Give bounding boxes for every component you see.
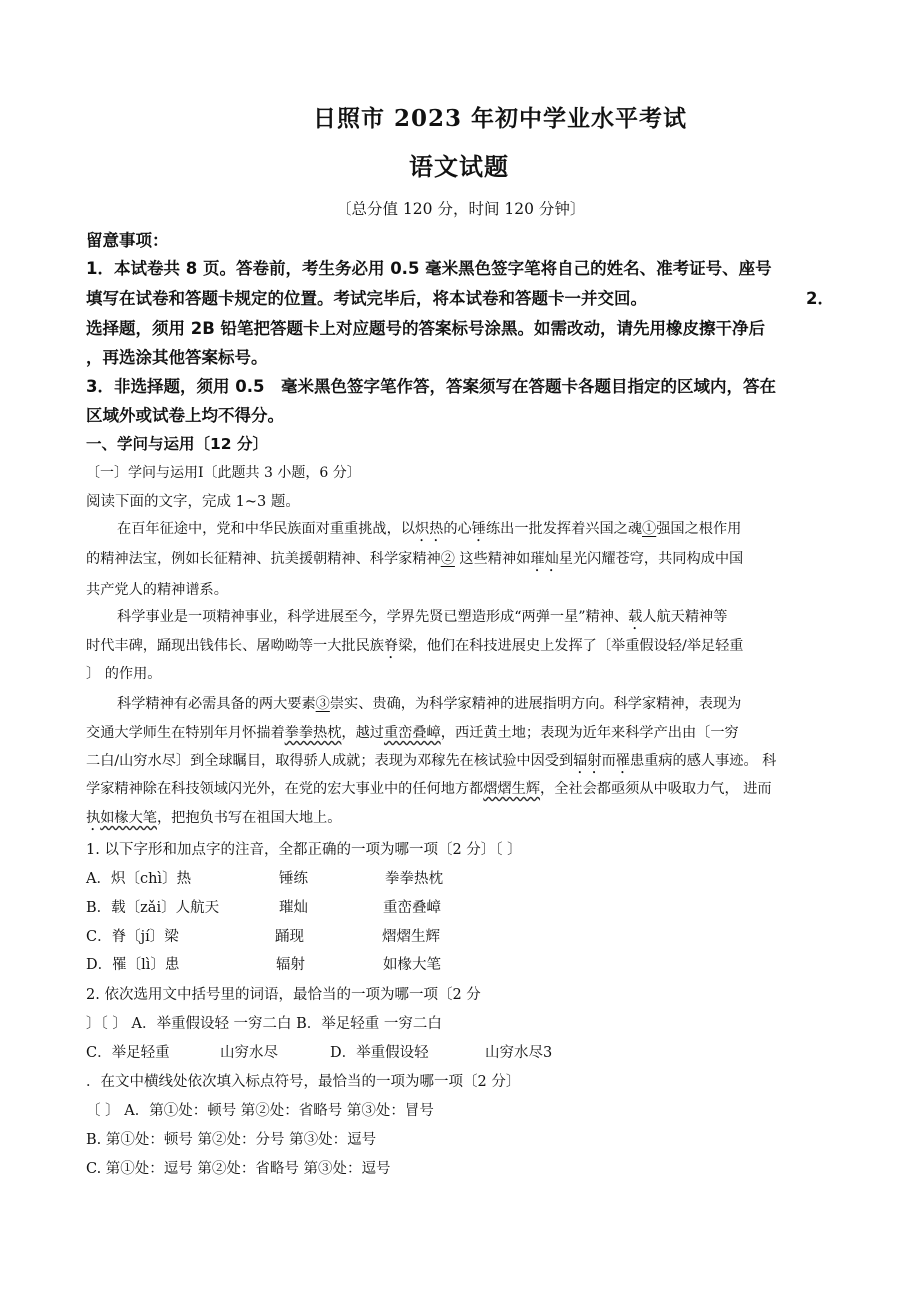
passage-p1-line3: 共产党人的精神谱系。 — [86, 582, 228, 598]
text: 交通大学师生在特别年月怀揣着 — [86, 725, 285, 741]
part-heading: 〔一〕学问与运用Ⅰ〔此题共 3 小题，6 分〕 — [86, 465, 361, 481]
text: 这些精神如 — [459, 551, 531, 567]
option-label: D．罹〔lì〕患 — [86, 957, 180, 973]
text: 而 — [601, 753, 616, 769]
option-word: 山穷水尽 — [220, 1045, 278, 1061]
option-word: 锤练 — [279, 871, 308, 887]
text: 练出一批发挥着兴国之魂 — [485, 521, 643, 537]
option-label: B．载〔zǎi〕人航天 — [86, 900, 220, 916]
wavy-word: 拳拳热枕 — [284, 725, 342, 741]
text: ，西迁黄土地；表现为近年来科学产出由〔一穷 — [440, 725, 739, 741]
subject-title: 语文试题 — [409, 152, 509, 181]
option-word: 拳拳热枕 — [385, 871, 443, 887]
note-line: 3．非选择题，须用 0.5 毫米黑色签字笔作答，答案须写在答题卡各题目指定的区域内，答在 — [86, 377, 776, 396]
dotted-word: 辐射 — [573, 753, 602, 769]
q1-stem: 1. 以下字形和加点字的注音，全都正确的一项为哪一项〔2 分〕〔 〕 — [86, 842, 522, 858]
note-line: 区域外或试卷上均不得分。 — [86, 406, 284, 425]
note-line: 1．本试卷共 8 页。答卷前，考生务必用 0.5 毫米黑色签字笔将自己的姓名、准考证号、座号 — [86, 259, 772, 278]
wavy-word: 如椽大笔 — [100, 810, 157, 826]
option-label: A．炽〔chì〕热 — [86, 871, 192, 887]
exam-title: 日照市 2023 年初中学业水平考试 — [313, 105, 688, 132]
text: 的心 — [443, 521, 472, 537]
option-word: 踊现 — [275, 929, 304, 945]
blank-3: ③ — [315, 696, 330, 712]
text: 梁，他们在科技进展史上发挥了〔举重假设轻/举足轻重 — [398, 638, 744, 654]
note-line: ，再选涂其他答案标号。 — [86, 348, 268, 367]
text: 崇实、贵确，为科学家精神的进展指明方向。科学家精神，表现为 — [329, 696, 742, 712]
passage-p2-line3: 〕 的作用。 — [86, 666, 162, 682]
q3-stem: ．在文中横线处依次填入标点符号，最恰当的一项为哪一项〔2 分〕 — [86, 1074, 521, 1090]
q3-option: B. 第①处：顿号 第②处：分号 第③处：逗号 — [86, 1132, 377, 1148]
text: 星光闪耀苍穹，共同构成中国 — [558, 551, 744, 567]
text: 强国之根作用 — [656, 521, 742, 537]
note-line: 选择题，须用 2B 铅笔把答题卡上对应题号的答案标号涂黑。如需改动，请先用橡皮擦干净后 — [86, 319, 766, 338]
instruction: 阅读下面的文字，完成 1~3 题。 — [86, 494, 300, 510]
passage-p3-line4 — [86, 778, 772, 798]
text: 二白/山穷水尽〕到全球瞩目，取得骄人成就；表现为邓稼先在核试验中因受到 — [86, 753, 574, 769]
passage-p3-line3 — [86, 750, 776, 777]
text: ，越过 — [341, 725, 384, 741]
note-line: 填写在试卷和答题卡规定的位置。考试完毕后，将本试卷和答题卡一并交回。 — [86, 289, 647, 308]
dotted-word: 执 — [86, 810, 101, 826]
wavy-word: 熠熠生辉 — [483, 781, 541, 797]
blank-2: ② — [440, 551, 455, 567]
passage-p2-line1 — [117, 606, 727, 633]
dotted-word: 炽热 — [414, 521, 444, 537]
passage-p1-line1 — [117, 518, 741, 545]
text: ，全社会都亟须从中吸取力气， 进而 — [540, 781, 772, 797]
passage-p1-line2 — [86, 548, 743, 575]
text: 人航天精神等 — [642, 609, 728, 625]
q3-option: 〔 〕 A．第①处：顿号 第②处：省略号 第③处：冒号 — [86, 1103, 434, 1119]
option-label: D．举重假设轻 — [330, 1045, 429, 1061]
q3-option: C. 第①处：逗号 第②处：省略号 第③处：逗号 — [86, 1161, 391, 1177]
dotted-word: 载 — [628, 609, 643, 625]
wavy-word: 重峦叠嶂 — [383, 725, 441, 741]
note-line: 2． — [806, 289, 834, 308]
blank-1: ① — [642, 521, 657, 537]
text: ，把抱负书写在祖国大地上。 — [156, 810, 342, 826]
text: 科学事业是一项精神事业，科学进展至今，学界先贤已塑造形成“两弹一星”精神、 — [117, 609, 629, 625]
text: 出钱伟长、屠呦呦等一大批民族 — [185, 638, 384, 654]
option-label: C．举足轻重 — [86, 1045, 170, 1061]
passage-p2-line2 — [86, 635, 743, 662]
option-word: 重峦叠嶂 — [383, 900, 441, 916]
option-label: C．脊〔jí〕梁 — [86, 929, 179, 945]
dotted-word: 罹 — [615, 753, 630, 769]
passage-p3-line1 — [117, 693, 741, 713]
text: 科学精神有必需具备的两大要素 — [117, 696, 316, 712]
dotted-word: 锤 — [471, 521, 486, 537]
q2-stem: 2. 依次选用文中括号里的词语，最恰当的一项为哪一项〔2 分 — [86, 987, 481, 1003]
notes-heading: 留意事项： — [86, 231, 169, 250]
option-word: 如椽大笔 — [383, 957, 441, 973]
option-word: 璀灿 — [279, 900, 308, 916]
text: 在百年征途中，党和中华民族面对重重挑战，以 — [117, 521, 415, 537]
passage-p3-line5 — [86, 807, 341, 834]
q2-line2: 〕〔 〕 A．举重假设轻 一穷二白 B．举足轻重 一穷二白 — [86, 1016, 442, 1032]
option-word: 辐射 — [276, 957, 305, 973]
dotted-word: 璀灿 — [530, 551, 559, 567]
text: 学家精神除在科技领域闪光外，在党的宏大事业中的任何地方都 — [86, 781, 484, 797]
passage-p3-line2 — [86, 722, 739, 742]
option-word: 山穷水尽3 — [485, 1045, 553, 1061]
dotted-word: 脊 — [383, 638, 399, 654]
score-time: 〔总分值 120 分，时间 120 分钟〕 — [336, 200, 586, 218]
text: 患重病的感人事迹。 科 — [629, 753, 777, 769]
text: 踊现 — [156, 638, 186, 654]
text: 的精神法宝，例如长征精神、抗美援朝精神、科学家精神 — [86, 551, 441, 567]
text: 时代丰碑， — [86, 638, 157, 654]
option-word: 熠熠生辉 — [382, 929, 440, 945]
section-heading: 一、学问与运用〔12 分〕 — [86, 435, 268, 453]
